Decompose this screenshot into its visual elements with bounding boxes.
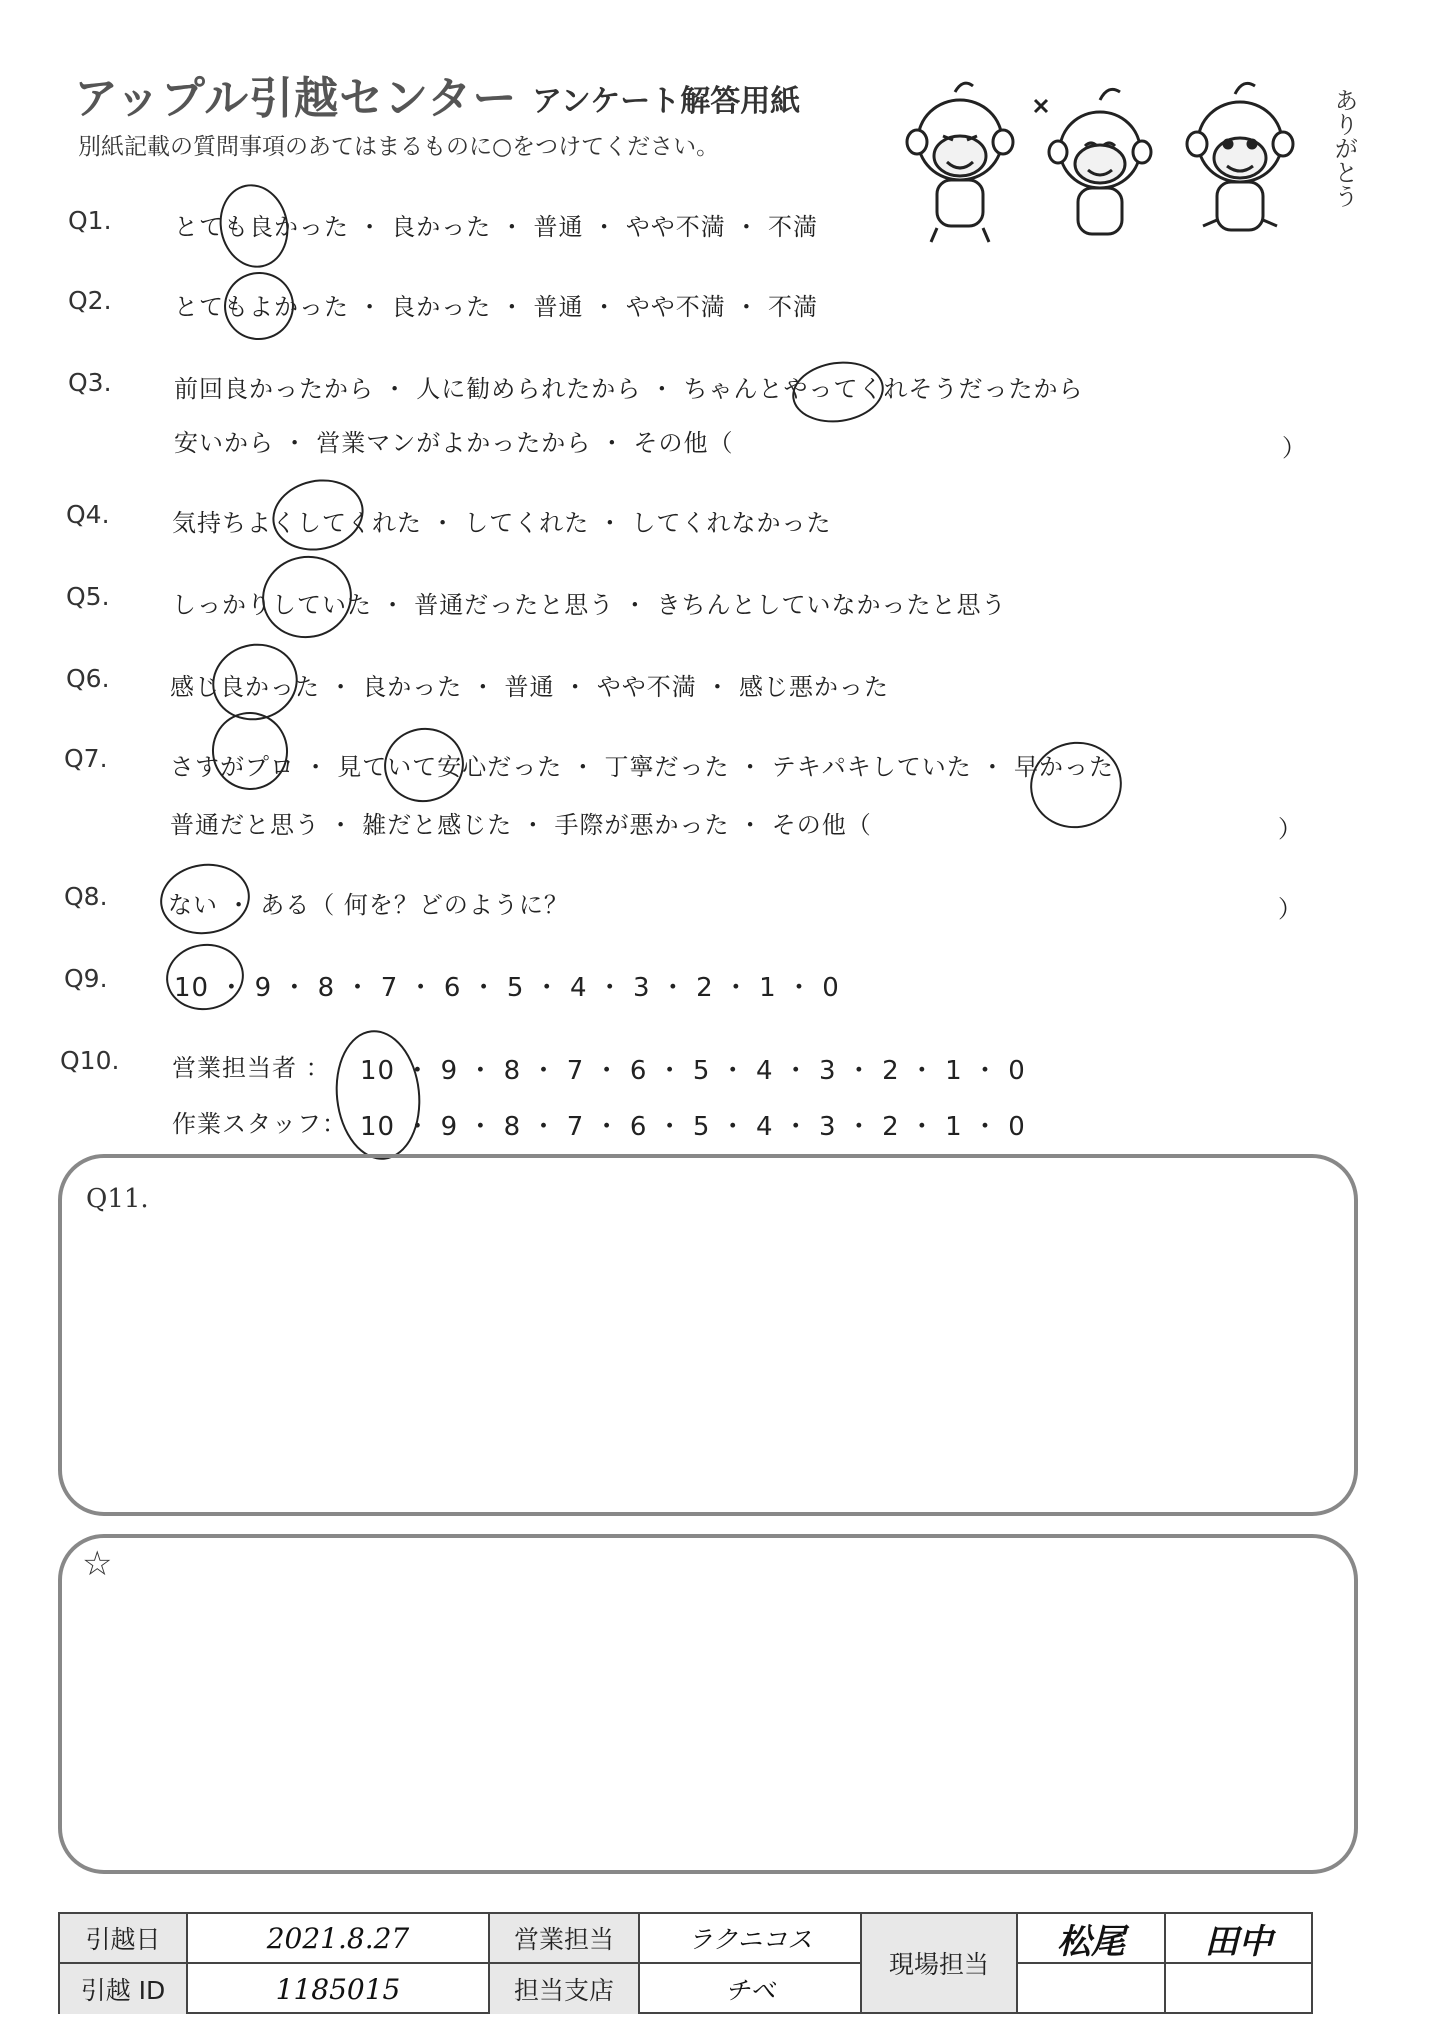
q9-label: Q9. (64, 964, 108, 993)
q4-label: Q4. (66, 500, 110, 529)
moving-info-table (58, 1912, 1313, 2014)
q3-close-paren: ） (1282, 434, 1306, 462)
q6-options: 感じ良かった ・ 良かった ・ 普通 ・ やや不満 ・ 感じ悪かった (170, 673, 890, 701)
q10-answer-circle (329, 1026, 426, 1164)
sales-rep-value: ラクニコス (640, 1914, 862, 1964)
q7-label: Q7. (64, 744, 108, 773)
q11-comment-box[interactable] (58, 1154, 1358, 1516)
q10-sales-label: 営業担当者 ： (172, 1054, 331, 1082)
q6-label: Q6. (66, 664, 110, 693)
q7-options-line1: さすがプロ ・ 見ていて安心だった ・ 丁寧だった ・ テキパキしていた ・ 早かった (170, 753, 1115, 781)
branch-label: 担当支店 (490, 1964, 640, 2014)
brand-name: アップル引越センター (74, 73, 518, 124)
q4-options: 気持ちよくしてくれた ・ してくれた ・ してくれなかった (172, 509, 832, 537)
q9-scale: 10 ・ 9 ・ 8 ・ 7 ・ 6 ・ 5 ・ 4 ・ 3 ・ 2 ・ 1 ・ 0 (174, 973, 840, 1003)
moving-date-value: 2021.8.27 (188, 1914, 490, 1964)
q10-sales-scale: 10 ・ 9 ・ 8 ・ 7 ・ 6 ・ 5 ・ 4 ・ 3 ・ 2 ・ 1 ・ 0 (360, 1056, 1026, 1086)
instruction-text: 別紙記載の質問事項のあてはまるものに○をつけてください。 (78, 134, 720, 160)
q7-close-paren: ） (1278, 815, 1302, 843)
q5-options: しっかりしていた ・ 普通だったと思う ・ きちんとしていなかったと思う (172, 591, 1007, 619)
site-staff-blank-1 (1018, 1964, 1166, 2012)
star-comment-box[interactable] (58, 1534, 1358, 1874)
form-title: アンケート解答用紙 (532, 84, 801, 119)
thanks-text: ありがとう (1330, 88, 1358, 208)
q3-options-line2: 安いから ・ 営業マンがよかったから ・ その他（ (174, 429, 734, 457)
q10-label: Q10. (60, 1046, 120, 1075)
q2-label: Q2. (68, 286, 112, 315)
q10-staff-scale: 10 ・ 9 ・ 8 ・ 7 ・ 6 ・ 5 ・ 4 ・ 3 ・ 2 ・ 1 ・ 0 (360, 1112, 1026, 1142)
q3-options-line1: 前回良かったから ・ 人に勧められたから ・ ちゃんとやってくれそうだったから (174, 375, 1084, 403)
star-label: ☆ (82, 1544, 113, 1584)
moving-id-label: 引越 ID (60, 1964, 188, 2014)
q3-label: Q3. (68, 368, 112, 397)
monkey-mascots-icon (895, 70, 1355, 260)
sales-rep-label: 営業担当 (490, 1914, 640, 1964)
branch-value: チベ (640, 1964, 862, 2014)
q8-label: Q8. (64, 882, 108, 911)
site-staff-label: 現場担当 (862, 1914, 1018, 2012)
q8-close-paren: ） (1278, 895, 1302, 923)
q11-label: Q11. (86, 1184, 149, 1214)
moving-date-label: 引越日 (60, 1914, 188, 1964)
q5-label: Q5. (66, 582, 110, 611)
site-staff-2: 田中 (1166, 1914, 1311, 1964)
q1-options: とても良かった ・ 良かった ・ 普通 ・ やや不満 ・ 不満 (174, 213, 819, 241)
site-staff-blank-2 (1166, 1964, 1311, 2012)
moving-id-value: 1185015 (188, 1964, 490, 2014)
q10-staff-label: 作業スタッフ： (172, 1110, 347, 1138)
q1-label: Q1. (68, 206, 112, 235)
site-staff-1: 松尾 (1018, 1914, 1166, 1964)
q2-options: とてもよかった ・ 良かった ・ 普通 ・ やや不満 ・ 不満 (174, 293, 819, 321)
q8-options: ない ・ ある（ 何を？どのように？ (168, 891, 569, 919)
q7-options-line2: 普通だと思う ・ 雑だと感じた ・ 手際が悪かった ・ その他（ (170, 811, 872, 839)
